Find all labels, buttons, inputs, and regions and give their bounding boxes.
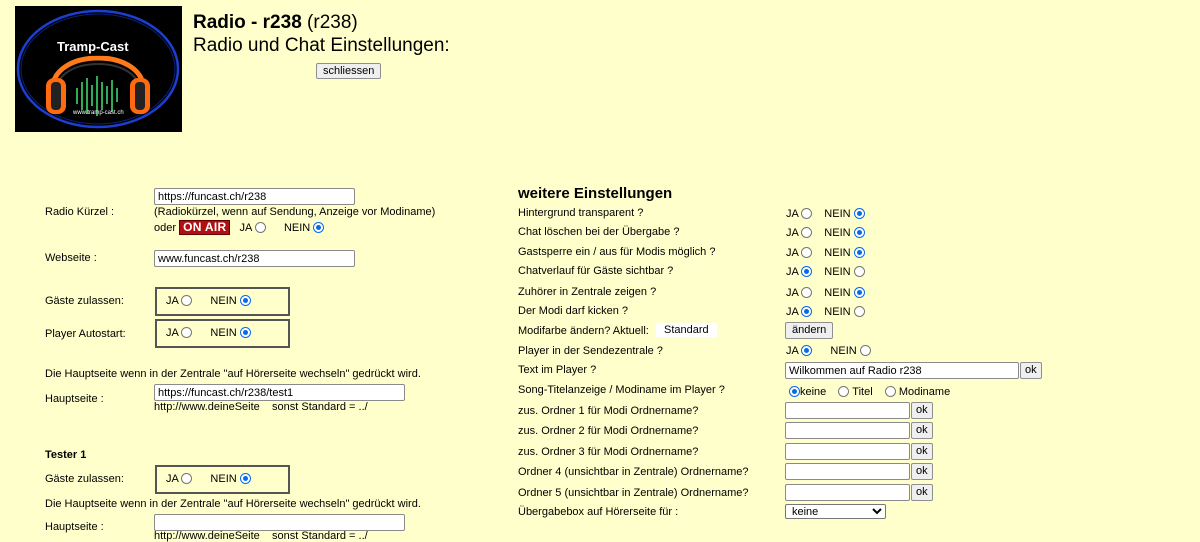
hauptseite-info: Die Hauptseite wenn in der Zentrale "auf Hörerseite wechseln" gedrückt wird.	[45, 368, 421, 380]
autostart-nein-radio[interactable]	[240, 327, 251, 338]
text-im-player-label: Text im Player ?	[518, 364, 597, 376]
onair-option-group	[154, 220, 324, 235]
uebergabebox-select[interactable]	[785, 504, 886, 519]
page-title-suffix: (r238)	[301, 12, 358, 33]
uebergabebox-label: Übergabebox auf Hörerseite für :	[518, 506, 679, 518]
tester-hauptseite-input[interactable]	[154, 514, 405, 531]
onair-nein-radio[interactable]	[313, 222, 324, 233]
hauptseite-input[interactable]	[154, 384, 405, 401]
song-titelanzeige-group	[789, 386, 950, 398]
setting-6-ja-label: JA	[786, 306, 799, 318]
hauptseite-hint: http://www.deineSeite sonst Standard = ../	[154, 401, 368, 413]
setting-2-ja-nein-group	[786, 227, 865, 239]
ordner5-label: Ordner 5 (unsichtbar in Zentrale) Ordnername?	[518, 487, 749, 499]
setting-2-nein-radio[interactable]	[854, 227, 865, 238]
setting-5-ja-label: JA	[786, 287, 799, 299]
setting-1-ja-nein-group	[786, 208, 865, 220]
ordner4-label: Ordner 4 (unsichtbar in Zentrale) Ordnername?	[518, 466, 749, 478]
gaeste-nein-radio[interactable]	[240, 295, 251, 306]
page-title	[193, 12, 358, 34]
setting-1-nein-radio[interactable]	[854, 208, 865, 219]
player-sendezentrale-label: Player in der Sendezentrale ?	[518, 345, 663, 357]
setting-4-nein-label: NEIN	[824, 266, 851, 278]
player-sendezentrale-ja-radio[interactable]	[801, 345, 812, 356]
setting-5-nein-label: NEIN	[824, 287, 851, 299]
tester-gaeste-ja-label: JA	[166, 473, 179, 485]
page-subtitle: Radio und Chat Einstellungen:	[193, 35, 450, 56]
modifarbe-current-value: Standard	[656, 323, 717, 337]
setting-6-label: Der Modi darf kicken ?	[518, 305, 629, 317]
gaeste-ja-radio[interactable]	[181, 295, 192, 306]
gaeste-ja-label: JA	[166, 295, 179, 307]
tester-gaeste-label: Gäste zulassen:	[45, 473, 124, 485]
text-im-player-ok-button[interactable]: ok	[1020, 362, 1042, 379]
tester-hauptseite-info: Die Hauptseite wenn in der Zentrale "auf Hörerseite wechseln" gedrückt wird.	[45, 498, 421, 510]
webseite-input[interactable]	[154, 250, 355, 267]
song-modiname-label: Modiname	[898, 386, 951, 398]
ordner3-input[interactable]	[785, 443, 910, 460]
ordner4-ok-button[interactable]: ok	[911, 463, 933, 480]
song-keine-radio[interactable]	[789, 386, 800, 397]
gaeste-nein-label: NEIN	[210, 295, 237, 307]
song-keine-label: keine	[800, 386, 827, 398]
setting-1-ja-radio[interactable]	[801, 208, 812, 219]
setting-4-ja-label: JA	[786, 266, 799, 278]
setting-3-ja-label: JA	[786, 247, 799, 259]
ordner4-input[interactable]	[785, 463, 910, 480]
autostart-nein-label: NEIN	[210, 327, 237, 339]
player-sendezentrale-ja-label: JA	[786, 345, 799, 357]
song-modiname-radio[interactable]	[885, 386, 896, 397]
setting-5-label: Zuhörer in Zentrale zeigen ?	[518, 286, 657, 298]
webseite-label: Webseite :	[45, 252, 97, 264]
song-titelanzeige-label: Song-Titelanzeige / Modiname im Player ?	[518, 384, 725, 396]
ordner2-ok-button[interactable]: ok	[911, 422, 933, 439]
logo-brand-text: Tramp-Cast	[57, 39, 129, 54]
setting-6-ja-nein-group	[786, 306, 865, 318]
setting-6-nein-radio[interactable]	[854, 306, 865, 317]
player-sendezentrale-group	[786, 345, 871, 357]
tester-gaeste-group	[155, 465, 290, 494]
gaeste-zulassen-label: Gäste zulassen:	[45, 295, 124, 307]
tester-gaeste-nein-label: NEIN	[210, 473, 237, 485]
player-autostart-group	[155, 319, 290, 348]
radio-kuerzel-note: (Radiokürzel, wenn auf Sendung, Anzeige vor Modiname)	[154, 206, 436, 218]
tester-hauptseite-label: Hauptseite :	[45, 521, 104, 533]
tester-title: Tester 1	[45, 449, 87, 461]
setting-2-ja-label: JA	[786, 227, 799, 239]
setting-5-ja-radio[interactable]	[801, 287, 812, 298]
onair-nein-label: NEIN	[283, 222, 311, 234]
setting-3-ja-nein-group	[786, 247, 865, 259]
radio-kuerzel-input[interactable]	[154, 188, 355, 205]
ordner1-input[interactable]	[785, 402, 910, 419]
onair-ja-radio[interactable]	[255, 222, 266, 233]
ordner2-label: zus. Ordner 2 für Modi Ordnername?	[518, 425, 699, 437]
section-title: weitere Einstellungen	[518, 185, 673, 202]
setting-5-nein-radio[interactable]	[854, 287, 865, 298]
tester-gaeste-nein-radio[interactable]	[240, 473, 251, 484]
tramp-cast-logo	[15, 6, 182, 132]
ordner3-label: zus. Ordner 3 für Modi Ordnername?	[518, 446, 699, 458]
setting-4-label: Chatverlauf für Gäste sichtbar ?	[518, 265, 674, 277]
setting-4-ja-nein-group	[786, 266, 865, 278]
player-sendezentrale-nein-radio[interactable]	[860, 345, 871, 356]
setting-6-nein-label: NEIN	[824, 306, 851, 318]
gaeste-zulassen-group	[155, 287, 290, 316]
setting-4-ja-radio[interactable]	[801, 266, 812, 277]
setting-2-ja-radio[interactable]	[801, 227, 812, 238]
logo-url-text: www.tramp-cast.ch	[73, 110, 124, 116]
ordner3-ok-button[interactable]: ok	[911, 443, 933, 460]
player-sendezentrale-nein-label: NEIN	[830, 345, 857, 357]
song-titel-label: Titel	[852, 386, 873, 398]
setting-5-ja-nein-group	[786, 287, 865, 299]
setting-3-label: Gastsperre ein / aus für Modis möglich ?	[518, 246, 716, 258]
modifarbe-label: Modifarbe ändern? Aktuell:	[518, 325, 649, 337]
tester-gaeste-ja-radio[interactable]	[181, 473, 192, 484]
close-button[interactable]: schliessen	[316, 63, 381, 79]
ordner1-label: zus. Ordner 1 für Modi Ordnername?	[518, 405, 699, 417]
radio-kuerzel-label: Radio Kürzel :	[45, 206, 115, 218]
onair-ja-label: JA	[239, 222, 252, 234]
modifarbe-change-button[interactable]: ändern	[785, 322, 833, 339]
oder-text: oder	[154, 222, 177, 234]
ordner5-input[interactable]	[785, 484, 910, 501]
text-im-player-input[interactable]	[785, 362, 1019, 379]
autostart-ja-label: JA	[166, 327, 179, 339]
setting-2-label: Chat löschen bei der Übergabe ?	[518, 226, 680, 238]
setting-6-ja-radio[interactable]	[801, 306, 812, 317]
setting-3-ja-radio[interactable]	[801, 247, 812, 258]
setting-1-nein-label: NEIN	[824, 208, 851, 220]
tester-hauptseite-hint: http://www.deineSeite sonst Standard = ../	[154, 530, 368, 542]
setting-2-nein-label: NEIN	[824, 227, 851, 239]
song-titel-radio[interactable]	[838, 386, 849, 397]
setting-1-ja-label: JA	[786, 208, 799, 220]
ordner2-input[interactable]	[785, 422, 910, 439]
ordner1-ok-button[interactable]: ok	[911, 402, 933, 419]
ordner5-ok-button[interactable]: ok	[911, 484, 933, 501]
page-title-main: Radio - r238	[193, 12, 302, 33]
autostart-ja-radio[interactable]	[181, 327, 192, 338]
setting-3-nein-radio[interactable]	[854, 247, 865, 258]
hauptseite-label: Hauptseite :	[45, 393, 104, 405]
setting-1-label: Hintergrund transparent ?	[518, 207, 644, 219]
onair-badge: ON AIR	[179, 220, 230, 235]
setting-4-nein-radio[interactable]	[854, 266, 865, 277]
setting-3-nein-label: NEIN	[824, 247, 851, 259]
player-autostart-label: Player Autostart:	[45, 328, 126, 340]
